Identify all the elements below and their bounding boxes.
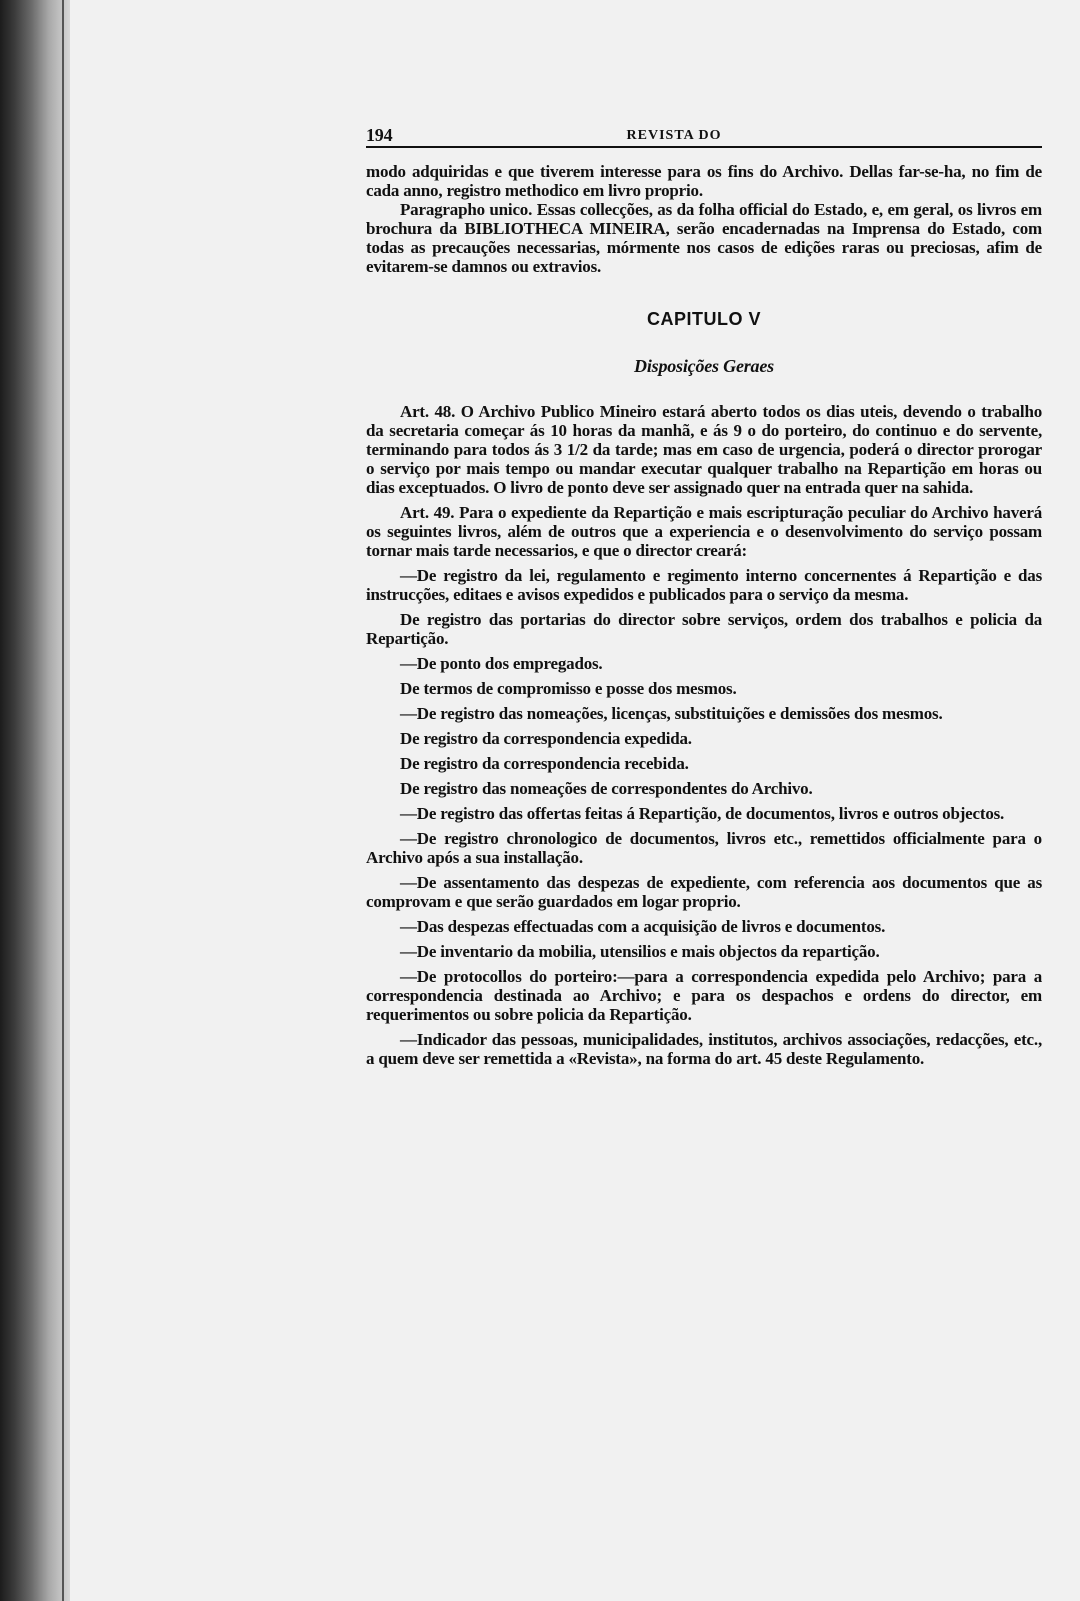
list-item: —De registro da lei, regulamento e regimento interno concernentes á Repartição e das instrucções, editaes e avisos expedidos e publicados para o serviço da mesma.	[366, 566, 1042, 604]
page-header	[366, 122, 1042, 148]
article-48: Art. 48. O Archivo Publico Mineiro estará aberto todos os dias uteis, devendo o trabalho da secretaria começar ás 10 horas da manhã, e ás 9 o do porteiro, do continuo e do servente, terminando para todos ás 3 1/2 da tarde; mas em caso de urgencia, poderá o director prorogar o serviço por mais tempo ou mandar executar qualquer trabalho na Repartição em horas ou dias exceptuados. O livro de ponto deve ser assignado quer na entrada quer na sahida.	[366, 402, 1042, 497]
paragraph: Paragrapho unico. Essas collecções, as da folha official do Estado, e, em geral, os livros em brochura da BIBLIOTHECA MINEIRA, serão encadernadas na Imprensa do Estado, com todas as precauções necessarias, mórmente nos casos de edições raras ou preciosas, afim de evitarem-se damnos ou extravios.	[366, 200, 1042, 276]
section-title: Disposições Geraes	[634, 356, 774, 376]
list-item: —De registro chronologico de documentos, livros etc., remettidos officialmente para o Archivo após a sua installação.	[366, 829, 1042, 867]
list-item: —De protocollos do porteiro:—para a correspondencia expedida pelo Archivo; para a correspondencia destinada ao Archivo; e para os despachos e ordens do director, em requerimentos ou sobre policia da Repartição.	[366, 967, 1042, 1024]
list-item: De registro das nomeações de correspondentes do Archivo.	[400, 779, 813, 798]
list-item: —De registro das offertas feitas á Repartição, de documentos, livros e outros objectos.	[400, 804, 1005, 823]
running-title: REVISTA DO	[626, 128, 722, 143]
page	[70, 0, 1080, 1601]
list-item: —De ponto dos empregados.	[400, 654, 603, 673]
page-content	[366, 122, 1042, 1068]
chapter-heading: CAPITULO V	[646, 309, 761, 329]
list-item: De registro da correspondencia recebida.	[400, 754, 689, 773]
book-list	[366, 566, 1042, 1068]
article-49: Art. 49. Para o expediente da Repartição e mais escripturação peculiar do Archivo haverá os seguintes livros, além de outros que a experiencia e o desenvolvimento do serviço possam tornar mais tarde necessarios, e que o director creará:	[366, 503, 1042, 560]
paragraph: modo adquiridas e que tiverem interesse para os fins do Archivo. Dellas far-se-ha, no fim de cada anno, registro methodico em livro proprio.	[366, 162, 1042, 200]
gutter-line	[62, 0, 64, 1601]
book-spine-shadow	[0, 0, 70, 1601]
list-item: —De assentamento das despezas de expediente, com referencia aos documentos que as comprovam e que serão guardados em logar proprio.	[366, 873, 1042, 911]
list-item: De registro da correspondencia expedida.	[400, 729, 692, 748]
list-item: De termos de compromisso e posse dos mesmos.	[400, 679, 737, 698]
list-item: —De inventario da mobilia, utensilios e mais objectos da repartição.	[400, 942, 880, 961]
list-item: —De registro das nomeações, licenças, substituições e demissões dos mesmos.	[400, 704, 943, 723]
list-item: De registro das portarias do director sobre serviços, ordem dos trabalhos e policia da Repartição.	[366, 610, 1042, 648]
page-number: 194	[366, 125, 393, 145]
list-item: —Das despezas effectuadas com a acquisição de livros e documentos.	[400, 917, 886, 936]
list-item: —Indicador das pessoas, municipalidades, institutos, archivos associações, redacções, etc., a quem deve ser remettida a «Revista», na forma do art. 45 deste Regulamento.	[366, 1030, 1042, 1068]
